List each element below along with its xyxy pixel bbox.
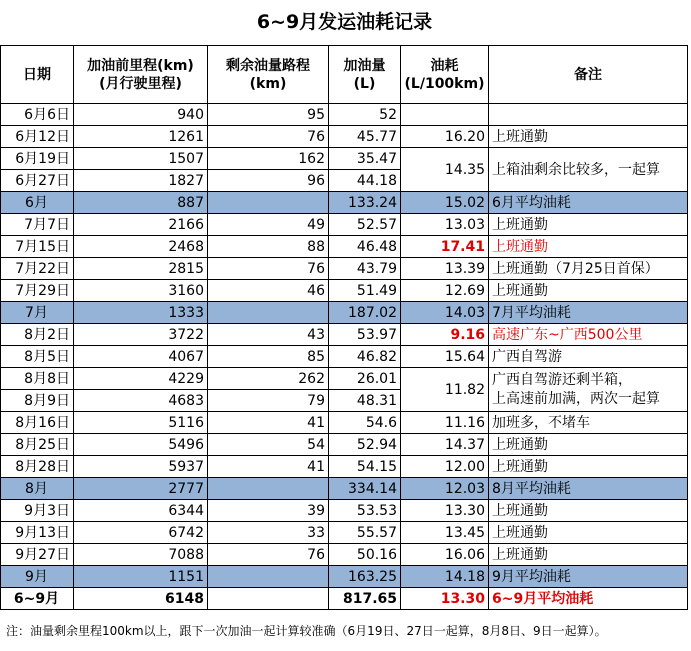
cell-consumption: 15.64 (401, 346, 489, 368)
cell-date: 6~9月 (1, 588, 74, 610)
cell-note: 上班通勤 (489, 544, 688, 566)
cell-fuel: 52 (329, 104, 401, 126)
cell-mileage: 5496 (74, 434, 208, 456)
cell-mileage: 2815 (74, 258, 208, 280)
table-row (1, 126, 688, 148)
header-fuel-amount: 加油量 (L) (329, 46, 401, 104)
cell-consumption: 12.69 (401, 280, 489, 302)
header-date: 日期 (1, 46, 74, 104)
cell-fuel: 163.25 (329, 566, 401, 588)
cell-note: 上班通勤 (489, 434, 688, 456)
cell-fuel: 334.14 (329, 478, 401, 500)
cell-mileage: 2468 (74, 236, 208, 258)
cell-remaining: 33 (208, 522, 329, 544)
cell-remaining: 76 (208, 544, 329, 566)
cell-remaining: 262 (208, 368, 329, 390)
cell-date: 9月 (1, 566, 74, 588)
cell-note: 6月平均油耗 (489, 192, 688, 214)
cell-mileage: 1261 (74, 126, 208, 148)
cell-consumption: 14.37 (401, 434, 489, 456)
cell-note-highlight: 高速广东~广西500公里 (489, 324, 688, 346)
cell-mileage: 4229 (74, 368, 208, 390)
cell-date: 8月8日 (1, 368, 74, 390)
cell-date: 9月27日 (1, 544, 74, 566)
table-row (1, 522, 688, 544)
table-row (1, 214, 688, 236)
cell-consumption: 14.18 (401, 566, 489, 588)
table-row (1, 104, 688, 126)
cell-fuel: 26.01 (329, 368, 401, 390)
cell-mileage: 2777 (74, 478, 208, 500)
month-summary-row (1, 566, 688, 588)
cell-note-highlight: 上班通勤 (489, 236, 688, 258)
cell-note: 加班多，不堵车 (489, 412, 688, 434)
cell-consumption: 16.06 (401, 544, 489, 566)
cell-mileage: 940 (74, 104, 208, 126)
table-row (1, 456, 688, 478)
cell-remaining: 43 (208, 324, 329, 346)
month-summary-row (1, 192, 688, 214)
month-summary-row (1, 302, 688, 324)
cell-remaining: 39 (208, 500, 329, 522)
cell-date: 8月28日 (1, 456, 74, 478)
cell-date: 8月9日 (1, 390, 74, 412)
cell-remaining: 95 (208, 104, 329, 126)
cell-remaining: 41 (208, 412, 329, 434)
cell-date: 7月 (1, 302, 74, 324)
cell-consumption-highlight: 9.16 (401, 324, 489, 346)
cell-fuel: 55.57 (329, 522, 401, 544)
cell-note: 上班通勤 (489, 280, 688, 302)
table-row (1, 412, 688, 434)
table-row (1, 500, 688, 522)
table-row (1, 544, 688, 566)
cell-mileage: 6148 (74, 588, 208, 610)
cell-remaining: 79 (208, 390, 329, 412)
table-row (1, 368, 688, 390)
cell-remaining: 85 (208, 346, 329, 368)
cell-fuel: 35.47 (329, 148, 401, 170)
cell-fuel: 52.94 (329, 434, 401, 456)
cell-mileage: 4067 (74, 346, 208, 368)
cell-date: 8月2日 (1, 324, 74, 346)
header-row (1, 46, 688, 104)
cell-consumption: 11.16 (401, 412, 489, 434)
cell-consumption: 14.35 (401, 148, 489, 192)
cell-note (489, 368, 688, 412)
cell-date: 6月27日 (1, 170, 74, 192)
cell-consumption: 13.39 (401, 258, 489, 280)
cell-fuel: 46.48 (329, 236, 401, 258)
cell-remaining: 46 (208, 280, 329, 302)
cell-mileage: 6344 (74, 500, 208, 522)
cell-mileage: 6742 (74, 522, 208, 544)
cell-note-highlight: 6~9月平均油耗 (489, 588, 688, 610)
cell-date: 7月7日 (1, 214, 74, 236)
cell-mileage: 1151 (74, 566, 208, 588)
fuel-log-table (0, 45, 688, 610)
cell-note: 上班通勤 (489, 126, 688, 148)
header-mileage: 加油前里程(km) (月行驶里程) (74, 46, 208, 104)
table-row (1, 280, 688, 302)
cell-fuel: 53.53 (329, 500, 401, 522)
cell-fuel: 52.57 (329, 214, 401, 236)
cell-mileage: 2166 (74, 214, 208, 236)
cell-remaining (208, 588, 329, 610)
cell-mileage: 7088 (74, 544, 208, 566)
cell-date: 8月16日 (1, 412, 74, 434)
cell-mileage: 5116 (74, 412, 208, 434)
cell-date: 9月3日 (1, 500, 74, 522)
cell-consumption: 12.03 (401, 478, 489, 500)
cell-fuel: 817.65 (329, 588, 401, 610)
cell-fuel: 45.77 (329, 126, 401, 148)
cell-note: 7月平均油耗 (489, 302, 688, 324)
cell-mileage: 3160 (74, 280, 208, 302)
cell-fuel: 44.18 (329, 170, 401, 192)
cell-consumption (401, 104, 489, 126)
cell-note: 广西自驾游 (489, 346, 688, 368)
cell-remaining: 96 (208, 170, 329, 192)
cell-consumption-highlight: 13.30 (401, 588, 489, 610)
cell-mileage: 3722 (74, 324, 208, 346)
cell-fuel: 43.79 (329, 258, 401, 280)
cell-mileage: 887 (74, 192, 208, 214)
cell-remaining: 88 (208, 236, 329, 258)
cell-fuel: 48.31 (329, 390, 401, 412)
sheet-title: 6~9月发运油耗记录 (256, 11, 433, 33)
cell-remaining: 41 (208, 456, 329, 478)
cell-note: 上班通勤 (489, 500, 688, 522)
cell-fuel: 133.24 (329, 192, 401, 214)
total-summary-row (1, 588, 688, 610)
table-row (1, 236, 688, 258)
cell-remaining: 76 (208, 258, 329, 280)
cell-remaining (208, 192, 329, 214)
cell-date: 7月29日 (1, 280, 74, 302)
footnote: 注：油量剩余里程100km以上，跟下一次加油一起计算较准确（6月19日、27日一起算，8月8日、9日一起算）。 (6, 624, 607, 638)
cell-fuel: 50.16 (329, 544, 401, 566)
table-row (1, 434, 688, 456)
cell-consumption: 13.30 (401, 500, 489, 522)
header-note: 备注 (489, 46, 688, 104)
note-line: 上高速前加满，两次一起算 (492, 390, 660, 407)
cell-note: 上箱油剩余比较多，一起算 (489, 148, 688, 192)
cell-consumption: 11.82 (401, 368, 489, 412)
cell-consumption: 13.45 (401, 522, 489, 544)
cell-date: 8月5日 (1, 346, 74, 368)
cell-fuel: 51.49 (329, 280, 401, 302)
cell-fuel: 54.15 (329, 456, 401, 478)
table-row (1, 258, 688, 280)
cell-remaining (208, 302, 329, 324)
cell-remaining: 54 (208, 434, 329, 456)
cell-mileage: 1333 (74, 302, 208, 324)
cell-date: 7月22日 (1, 258, 74, 280)
cell-date: 6月19日 (1, 148, 74, 170)
month-summary-row (1, 478, 688, 500)
cell-fuel: 46.82 (329, 346, 401, 368)
cell-mileage: 4683 (74, 390, 208, 412)
table-row (1, 148, 688, 170)
cell-consumption: 12.00 (401, 456, 489, 478)
cell-note: 上班通勤 (489, 456, 688, 478)
cell-consumption: 13.03 (401, 214, 489, 236)
cell-remaining: 49 (208, 214, 329, 236)
header-remaining-range: 剩余油量路程 (km) (208, 46, 329, 104)
table-row (1, 324, 688, 346)
cell-note: 9月平均油耗 (489, 566, 688, 588)
cell-note: 上班通勤 (489, 214, 688, 236)
cell-date: 7月15日 (1, 236, 74, 258)
cell-date: 6月12日 (1, 126, 74, 148)
cell-note (489, 104, 688, 126)
cell-note: 8月平均油耗 (489, 478, 688, 500)
cell-consumption: 14.03 (401, 302, 489, 324)
cell-date: 8月25日 (1, 434, 74, 456)
cell-fuel: 54.6 (329, 412, 401, 434)
cell-mileage: 5937 (74, 456, 208, 478)
cell-remaining: 162 (208, 148, 329, 170)
cell-remaining (208, 566, 329, 588)
cell-remaining: 76 (208, 126, 329, 148)
cell-mileage: 1827 (74, 170, 208, 192)
cell-consumption-highlight: 17.41 (401, 236, 489, 258)
note-line: 广西自驾游还剩半箱， (492, 371, 632, 388)
cell-consumption: 16.20 (401, 126, 489, 148)
cell-fuel: 53.97 (329, 324, 401, 346)
header-consumption: 油耗 (L/100km) (401, 46, 489, 104)
cell-date: 9月13日 (1, 522, 74, 544)
cell-note: 上班通勤 (489, 522, 688, 544)
table-row (1, 346, 688, 368)
cell-note: 上班通勤（7月25日首保） (489, 258, 688, 280)
cell-consumption: 15.02 (401, 192, 489, 214)
cell-fuel: 187.02 (329, 302, 401, 324)
cell-date: 8月 (1, 478, 74, 500)
cell-date: 6月6日 (1, 104, 74, 126)
cell-mileage: 1507 (74, 148, 208, 170)
cell-remaining (208, 478, 329, 500)
cell-date: 6月 (1, 192, 74, 214)
